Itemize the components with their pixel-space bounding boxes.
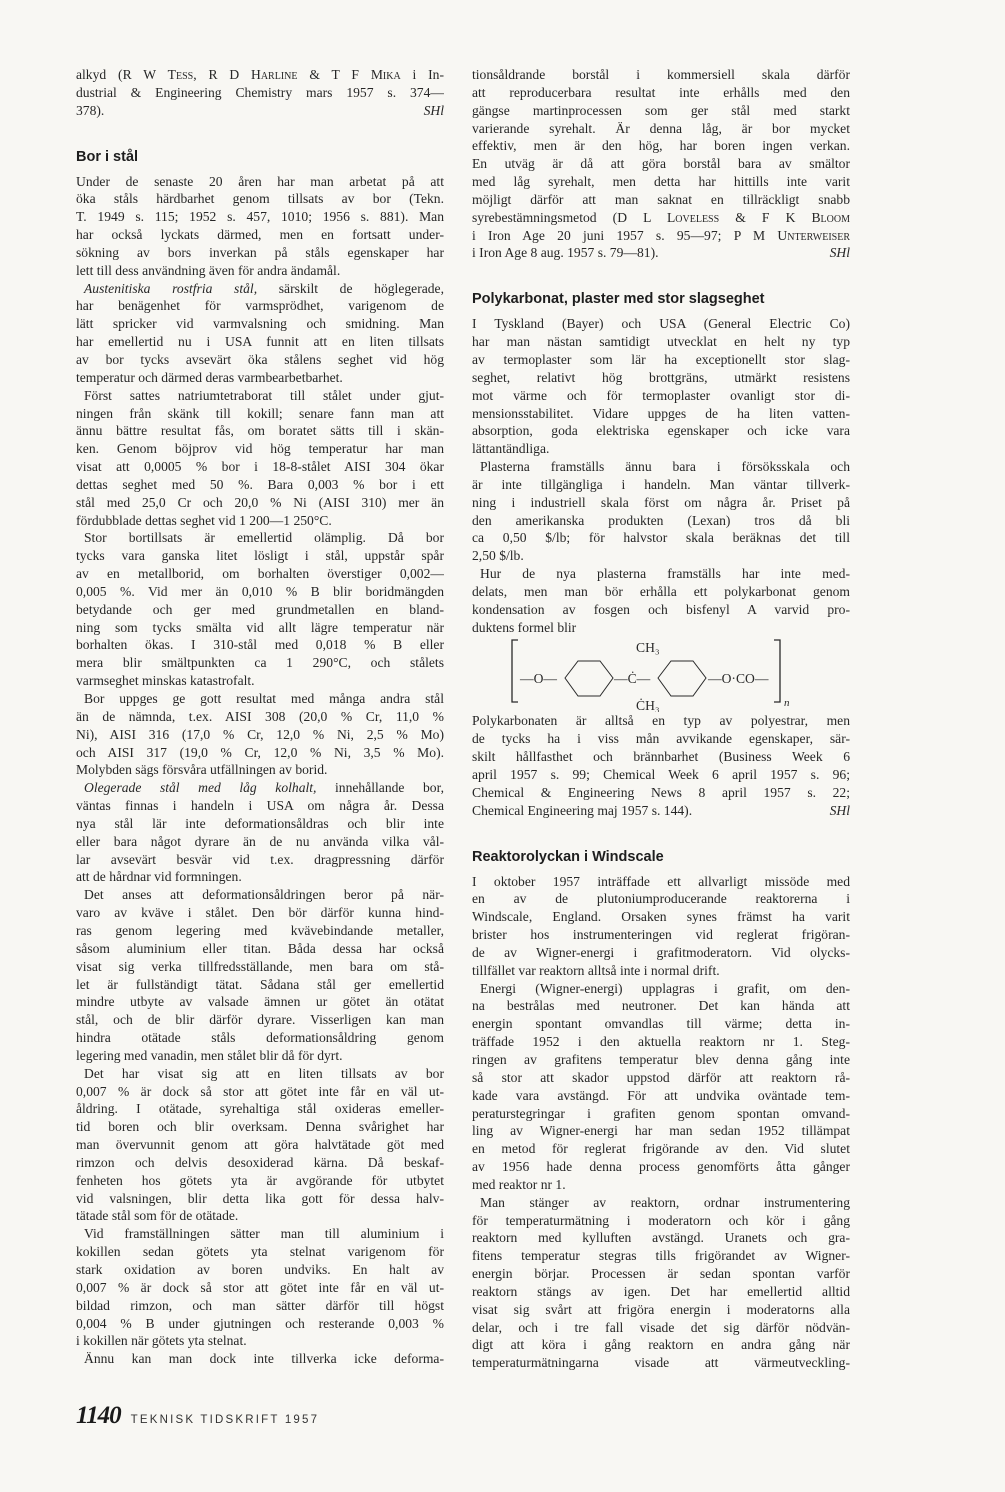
- section-heading: Polykarbonat, plaster med stor slagseghet: [472, 291, 765, 308]
- text-line: temperaturmätningarna visade att värmeutveckling-: [472, 1355, 850, 1371]
- text-line: visat att 0,0005 % bor i 18-8-stålet AISI 304 ökar: [76, 459, 444, 475]
- text-line: betydande och ger med grundmetallen en bland-: [76, 601, 444, 617]
- text-line: varo av kväve i stålet. Den bör därför kunna hind-: [76, 905, 444, 921]
- author-name: Tess: [167, 67, 194, 82]
- text-run: i Iron Age 20 juni 1957 s. 95—97; P M: [472, 227, 778, 243]
- text-line: åldring. I otätade, syrehaltiga stål oxideras emeller-: [76, 1101, 444, 1117]
- italic-term: Olegerade stål med låg kolhalt,: [84, 780, 317, 796]
- text-line: Plasterna framställs ännu bara i försöksskala och: [480, 459, 850, 475]
- text-line: ca 0,50 $/lb; för halvstor skala beräknas det till: [472, 530, 850, 546]
- text-line: ken. Genom böjprov vid hög temperatur har man: [76, 441, 444, 457]
- text-line: delats, men man bör erhålla ett polykarbonat genom: [472, 583, 850, 599]
- text-line: fenheten hos götets yta är avgörande för utbytet: [76, 1172, 444, 1188]
- paragraph: [76, 886, 444, 1064]
- paragraph: [76, 529, 444, 690]
- page-footer: [76, 1402, 319, 1430]
- paragraph: [472, 66, 850, 262]
- text-run: & F K: [719, 209, 812, 225]
- text-line: Först sattes natriumtetraborat till stålet under gjut-: [84, 387, 444, 403]
- text-line: digt att köra i gång reaktorn en andra gång när: [472, 1337, 850, 1353]
- text-line: 0,004 % B under gjutningen och resterande 0,003 %: [76, 1315, 444, 1331]
- text-line: möjligt därför att man saknat en tillräckligt snabb: [472, 191, 850, 207]
- text-run: syrebestämningsmetod (D L: [472, 209, 667, 225]
- text-line: av en metallborid, om borhalten överstiger 0,002—: [76, 566, 444, 582]
- text-line: ning i industriell skala först om några år. Priset på: [472, 494, 850, 510]
- text-line: väntas finnas i handeln i USA om några år. Dessa: [76, 798, 444, 814]
- text-line: de av Wigner-energi i grafitmoderatorn. Vid olycks-: [472, 944, 850, 960]
- text-line: en av de plutoniumproducerande reaktorerna i: [472, 891, 850, 907]
- text-line: fitens temperatur stegras tills frigörandet av Wigner-: [472, 1248, 850, 1264]
- left-bracket: [512, 640, 518, 702]
- text-line: ning som tycks smälta vid allt lägre temperatur när: [76, 619, 444, 635]
- paragraph: [76, 779, 444, 886]
- text-run: & T F: [297, 67, 371, 82]
- text-line: att de hårdnar vid formningen.: [76, 869, 242, 885]
- text-line: T. 1949 s. 115; 1952 s. 457, 1010; 1956 s. 881). Man: [76, 209, 444, 225]
- text-line: eller bara något dyrare än de nu använda vilka vål-: [76, 833, 444, 849]
- paragraph: [472, 315, 850, 458]
- text-line: En utväg är då att göra borstål bara av smältor: [472, 156, 850, 172]
- text-line: [76, 779, 444, 797]
- text-line: brister hos instrumenteringen vid reglerat frigöran-: [472, 927, 850, 943]
- author-name: Loveless: [666, 209, 720, 225]
- text-line: delar, och i tre fall visade det sig därför nödvän-: [472, 1319, 850, 1335]
- text-line: Chemical & Engineering News 8 april 1957 s. 22;: [472, 784, 850, 800]
- text-line: temperatur och därmed deras varmbearbetbarhet.: [76, 369, 343, 385]
- paragraph: [76, 66, 444, 120]
- text-line: stål med 25,0 Cr och 20,0 % Ni (AISI 310) mer än: [76, 494, 444, 510]
- text-line: [472, 227, 850, 245]
- text-line: har man nästan samtidigt utvecklat en helt ny typ: [472, 334, 850, 350]
- paragraph: [76, 387, 444, 530]
- text-line: Det anses att deformationsåldringen beror på när-: [84, 887, 444, 903]
- text-line: Ni), AISI 316 (17,0 % Cr, 12,0 % Ni, 2,5 % Mo): [76, 726, 444, 742]
- text-line: ringen av grafitens temperatur blev denna gång inte: [472, 1051, 850, 1067]
- text-line: april 1957 s. 99; Chemical Week 6 april 1957 s. 96;: [472, 767, 850, 782]
- text-line: tillfället var reaktorn alltså inte i normal drift.: [472, 962, 720, 978]
- text-line: sökning av bors inverkan på ståls egenskaper har: [76, 244, 444, 260]
- text-line: varmseghet minskas katastrofalt.: [76, 673, 255, 689]
- text-line: och AISI 317 (19,0 % Cr, 12,0 % Ni, 3,5 % Mo).: [76, 744, 444, 760]
- text-line: den amerikanska produkten (Lexan) tros då bli: [472, 512, 850, 528]
- paragraph: [76, 173, 444, 280]
- text-line: peraturstegringar i grafiten genom spontan omvand-: [472, 1105, 850, 1121]
- text-line: Det har visat sig att en liten tillsats av bor: [84, 1065, 444, 1081]
- author-signature: SHl: [829, 802, 850, 818]
- text-line: en metod för reglerat frigörande av den. Vid slutet: [472, 1141, 850, 1157]
- text-line: lett till dess användning även för andra ändamål.: [76, 262, 341, 278]
- section-heading: Reaktorolyckan i Windscale: [472, 848, 664, 865]
- text-line: I oktober 1957 inträffade ett allvarligt missöde med: [472, 873, 850, 889]
- paragraph: [76, 280, 444, 387]
- text-line: ännu bättre resultat fås, om boratet sätts till i skän-: [76, 423, 444, 439]
- text-line: har benägenhet för varmsprödhet, varigenom de: [76, 298, 444, 314]
- text-line: nya stål lär inte deformationsåldras och blir inte: [76, 815, 444, 831]
- text-line: absorption, goda elektriska egenskaper och icke vara: [472, 423, 850, 439]
- text-run: innehållande bor,: [316, 780, 444, 796]
- text-line: stål, och de blir därför dyrare. Visserligen kan man: [76, 1012, 444, 1028]
- author-name: Bloom: [811, 209, 850, 225]
- citation-line: [472, 244, 850, 262]
- paragraph: [472, 565, 850, 636]
- paragraph: [472, 980, 850, 1194]
- text-line: tycks vara ganska litet lösligt i stål, uppstår spår: [76, 548, 444, 564]
- right-bracket: [774, 640, 780, 702]
- text-line: reaktorn stängs av igen. Det har emellertid alltid: [472, 1283, 850, 1299]
- text-line: fördubblade dettas seghet vid 1 200—1 250°C.: [76, 512, 332, 528]
- text-line: visat sig verka tillfredsställande, men bara om stå-: [76, 958, 444, 974]
- text-line: Under de senaste 20 åren har man arbetat på att: [76, 173, 444, 189]
- formula-left-group: —O—: [520, 671, 558, 687]
- text-line: kokillen sedan götets yta stelnat varigenom för: [76, 1244, 444, 1260]
- text-line: kade vara avstängd. För att undvika oväntade tem-: [472, 1087, 850, 1103]
- text-line: Hur de nya plasterna framställs har inte med-: [480, 566, 850, 582]
- right-column: [472, 66, 850, 1372]
- text-line: [472, 209, 850, 227]
- text-line: [76, 66, 444, 84]
- text-line: let är fullständigt tätat. Sådana stål ger emellertid: [76, 976, 444, 992]
- paragraph: [472, 458, 850, 565]
- text-line: Stor bortillsats är emellertid olämplig. Då bor: [84, 530, 444, 546]
- text-line: än de nämnda, t.ex. AISI 308 (20,0 % Cr, 11,0 %: [76, 708, 444, 724]
- paragraph: [472, 1194, 850, 1372]
- text-line: ras genom legering med kvävebindande metaller,: [76, 922, 444, 938]
- paragraph: [76, 690, 444, 779]
- page-number: 1140: [76, 1402, 121, 1429]
- text-line: för temperaturmätning i moderatorn och kör i gång: [472, 1212, 850, 1228]
- text-line: lar avsevärt besvär vid t.ex. dragpressning därför: [76, 851, 444, 867]
- text-line: av termoplaster som lär ha exceptionellt stor slag-: [472, 351, 850, 367]
- text-line: mera blir smältpunkten ca 1 290°C, och stålets: [76, 655, 444, 671]
- text-line: i kokillen när götets yta stelnat.: [76, 1333, 247, 1349]
- text-line: reaktorn med kylluften avstängd. Uranets och gra-: [472, 1230, 850, 1246]
- text-line: man övervunnit genom att göra halvtätade göt med: [76, 1137, 444, 1153]
- text-line: varierande syrehalt. Är denna låg, är bor mycket: [472, 120, 850, 136]
- text-line: öka ståls härdbarhet genom tillsats av bor (Tekn.: [76, 191, 444, 207]
- text-line: seghet, relativt hög brottgräns, utmärkt resistens: [472, 369, 850, 385]
- text-line: bildad rimzon, och man sätter därför till högst: [76, 1297, 444, 1313]
- text-run: särskilt de höglegerade,: [257, 280, 444, 296]
- text-line: vid valsningen, blir detta lika gott för dessa halv-: [76, 1190, 444, 1206]
- text-line: 2,50 $/lb.: [472, 548, 524, 564]
- text-run: , R D: [193, 67, 252, 82]
- text-line: mot värme och för termoplaster ovanligt stor di-: [472, 387, 850, 403]
- text-line: duktens formel blir: [472, 619, 577, 635]
- text-line: med låg syrehalt, men detta har hittills inte varit: [472, 174, 850, 190]
- text-run: i In-: [400, 67, 444, 82]
- text-line: gängse martinprocessen som ger stål med starkt: [472, 102, 850, 118]
- author-signature: SHl: [829, 245, 850, 261]
- author-name: Mika: [370, 67, 401, 82]
- text-line: ling av Wigner-energi har man sedan 1952 tillämpat: [472, 1123, 850, 1139]
- text-line: tätade stål som för de otätade.: [76, 1208, 239, 1224]
- text-line: energin börjar. Processen är sedan spontan varför: [472, 1266, 850, 1282]
- citation-line: [76, 102, 444, 120]
- text-line: Energi (Wigner-energi) upplagras i grafit, om den-: [480, 980, 850, 996]
- text-line: så stor att skador uppstod därför att reaktorn rå-: [472, 1069, 850, 1085]
- formula-right-group: —O·CO—: [708, 671, 769, 687]
- benzene-ring-1: [565, 661, 613, 696]
- text-line: na bestrålas med neutroner. Det kan hända att: [472, 998, 850, 1014]
- text-line: dustrial & Engineering Chemistry mars 1957 s. 374—: [76, 84, 444, 100]
- text-line: energin spontant omvandlas till värme; detta in-: [472, 1016, 850, 1032]
- text-line: [76, 280, 444, 298]
- text-line: dettas seghet med 50 %. Bara 0,003 % bor i ett: [76, 476, 444, 492]
- formula-bottom-methyl: ĊH₃: [636, 698, 660, 713]
- text-line: I Tyskland (Bayer) och USA (General Electric Co): [472, 316, 850, 332]
- text-line: Molybden sägs försvåra utfällningen av borid.: [76, 762, 328, 778]
- text-line: Bor uppges ge gott resultat med många andra stål: [84, 691, 444, 706]
- text-line: Ännu kan man dock inte tillverka icke deforma-: [84, 1351, 444, 1367]
- text-line: tid boren och blir overksam. Denna svårighet har: [76, 1119, 444, 1135]
- section-heading: Bor i stål: [76, 148, 139, 165]
- text-line: av 1956 hade denna process genomförts åtta gånger: [472, 1159, 850, 1175]
- text-line: tionsåldrande borstål i kommersiell skala därför: [472, 67, 850, 82]
- text-line: stark oxidation av boren undviks. En halt av: [76, 1262, 444, 1277]
- text-line: Windscale, England. Orsaken synes främst ha varit: [472, 909, 850, 925]
- paragraph: [76, 1065, 444, 1226]
- text-line: Polykarbonaten är alltså en typ av polyestrar, men: [472, 713, 850, 729]
- text-line: 0,005 %. Vid mer än 0,010 % B blir boridmängden: [76, 583, 444, 599]
- formula-repeat-n: n: [784, 697, 790, 710]
- text-line: mensionsstabilitet. Vidare uppges de ha liten vatten-: [472, 405, 850, 421]
- text-line: lätt spricker vid varmvalsning och smidning. Man: [76, 316, 444, 332]
- paragraph: [472, 712, 850, 819]
- text-line: Man stänger av reaktorn, ordnar instrumentering: [480, 1194, 850, 1210]
- journal-title: TEKNISK TIDSKRIFT 1957: [130, 1414, 320, 1426]
- text-line: har också lyckats därmed, men en fortsatt under-: [76, 227, 444, 243]
- text-line: träffade 1952 i den aktuella reaktorn nr 1. Steg-: [472, 1034, 850, 1050]
- text-line: legering med vanadin, men stålet blir då för dyrt.: [76, 1047, 343, 1063]
- text-line: hindra otätade ståls deformationsåldring genom: [76, 1030, 444, 1046]
- text-line: visat sig svårt att frigöra energin i moderatorns alla: [472, 1301, 850, 1317]
- text-line: kondensation av fosgen och bisfenyl A varvid pro-: [472, 601, 850, 617]
- text-line: är inte tillgängliga i handeln. Man väntar tillverk-: [472, 476, 850, 492]
- text-line: 0,007 % är dock så stor att götet inte får en väl ut-: [76, 1083, 444, 1099]
- paragraph: [76, 1350, 444, 1368]
- author-signature: SHl: [423, 102, 444, 118]
- left-column: [76, 66, 444, 1368]
- text-line: Vid framställningen sätter man till aluminium i: [84, 1226, 444, 1242]
- citation-text: i Iron Age 8 aug. 1957 s. 79—81).: [472, 245, 659, 261]
- author-name: Unterweiser: [777, 227, 850, 243]
- benzene-ring-2: [658, 661, 706, 696]
- text-run: alkyd (R W: [76, 67, 168, 82]
- formula-central-carbon: —Ċ—: [614, 671, 651, 687]
- text-line: att reproducerbara resultat inte erhålls med den: [472, 84, 850, 100]
- text-line: ningen från skänk till kokill; senare fann man att: [76, 405, 444, 421]
- author-name: Harline: [251, 67, 298, 82]
- structural-formula-diagram: [472, 636, 850, 712]
- citation-line: [472, 802, 850, 820]
- text-line: har emellertid nu i USA funnit att en liten tillsats: [76, 334, 444, 350]
- text-line: mindre utbyte av valsade ämnen ur götet än otätat: [76, 994, 444, 1010]
- text-line: borhalten ökas. I 310-stål med 0,018 % B eller: [76, 637, 444, 653]
- italic-term: Austenitiska rostfria stål,: [84, 280, 258, 296]
- paragraph: [76, 1225, 444, 1350]
- text-line: såsom aluminium eller titan. Båda dessa har också: [76, 940, 444, 956]
- text-line: effektiv, men är den hög, har boren ingen verkan.: [472, 138, 850, 154]
- polycarbonate-formula: [472, 636, 850, 712]
- citation-text: Chemical Engineering maj 1957 s. 144).: [472, 802, 693, 818]
- formula-top-methyl: CH₃: [636, 640, 660, 656]
- text-line: med reaktor nr 1.: [472, 1176, 566, 1192]
- text-line: rimzon och delvis desoxiderad kärna. Då beskaf-: [76, 1154, 444, 1170]
- text-line: de tycks ha i viss mån avvikande egenskaper, sär-: [472, 731, 850, 747]
- citation-text: 378).: [76, 102, 105, 118]
- text-line: 0,007 % är dock så stor att götet inte får en väl ut-: [76, 1279, 444, 1295]
- text-line: skilt hållfasthet och brännbarhet (Business Week 6: [472, 749, 850, 765]
- paragraph: [472, 873, 850, 980]
- text-line: av bor tycks avsevärt öka stålens seghet vid hög: [76, 351, 444, 367]
- text-line: lättantändliga.: [472, 441, 550, 457]
